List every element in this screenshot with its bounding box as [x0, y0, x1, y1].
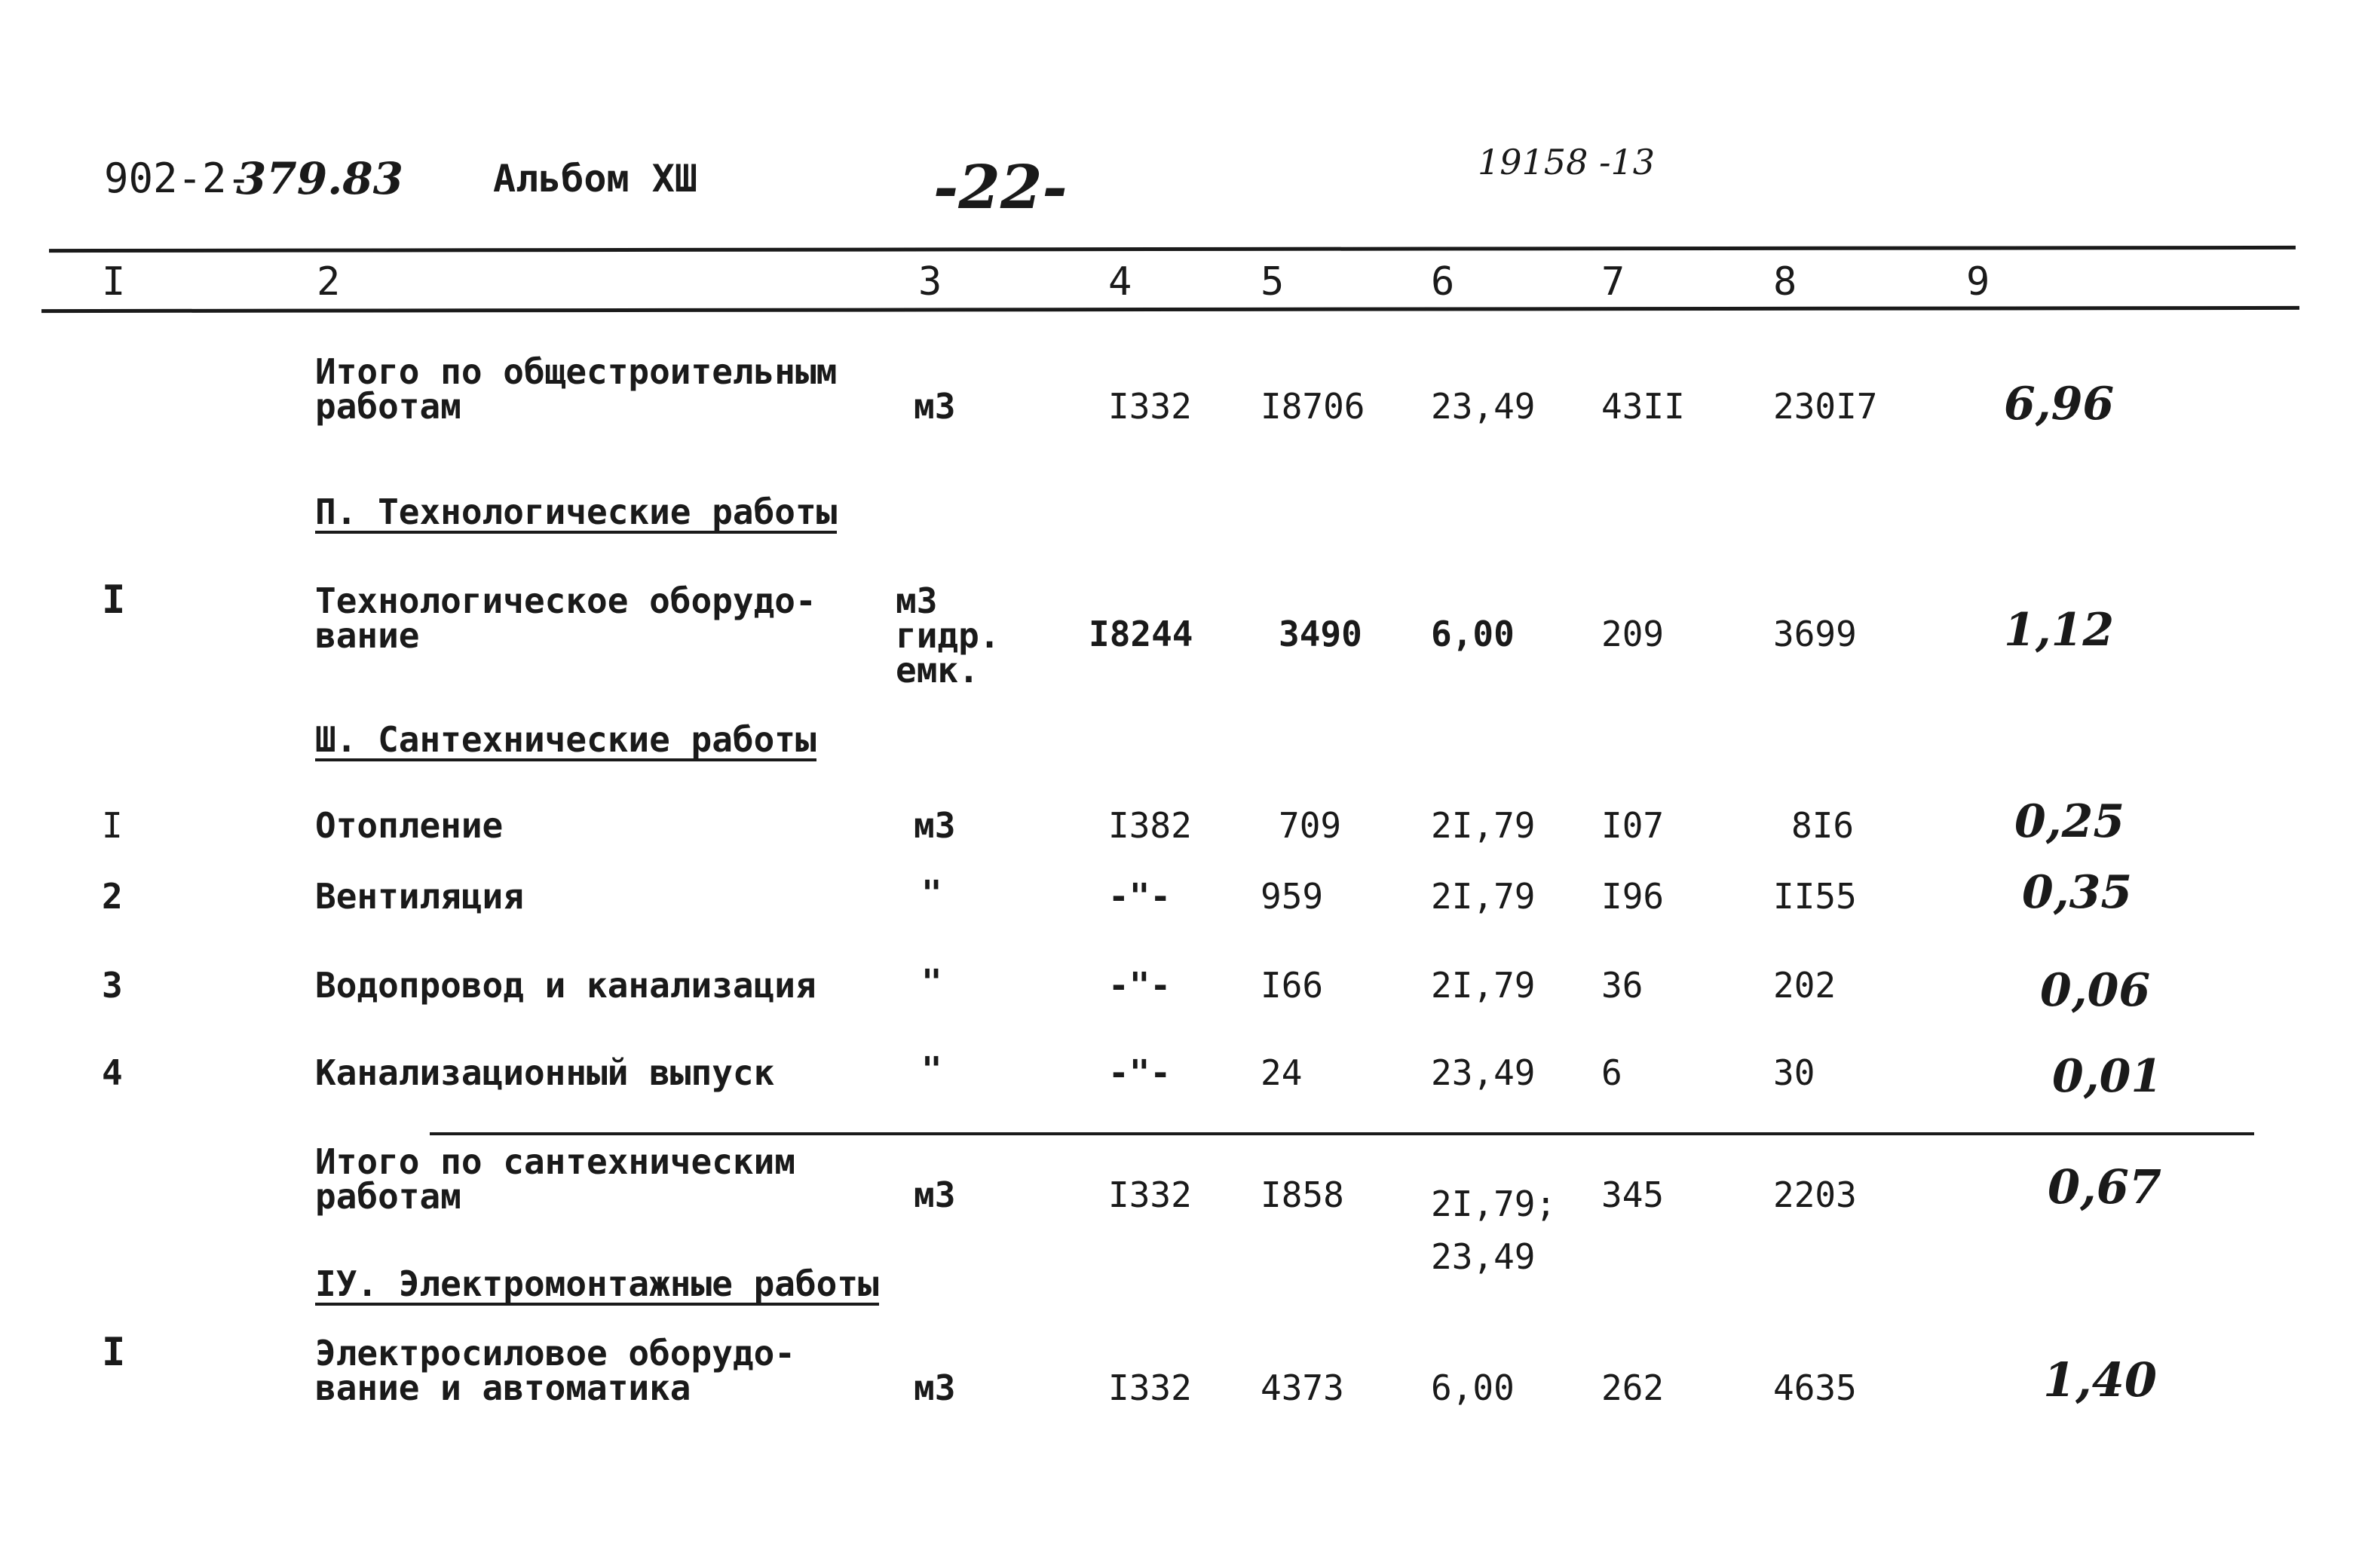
ventilation-row-label: Вентиляция — [315, 876, 524, 917]
sewer-row-c9: 0,01 — [2052, 1050, 2163, 1103]
electrical-row-unit: м3 — [914, 1367, 956, 1408]
tech-row-c6: 6,00 — [1431, 614, 1515, 654]
electrical-row-c4: I332 — [1108, 1367, 1192, 1408]
water-row-label: Водопровод и канализация — [315, 965, 816, 1006]
archive-stamp: 19158 -13 — [1478, 142, 1656, 182]
water-row-c7: 36 — [1601, 965, 1644, 1006]
page-number: -22- — [933, 152, 1068, 222]
album-label: Альбом XШ — [493, 157, 697, 201]
sewer-row-unit: " — [921, 1049, 942, 1090]
section-2-heading: П. Технологические работы — [315, 492, 838, 532]
total-general-c4: I332 — [1108, 386, 1192, 427]
heating-row-c6: 2I,79 — [1431, 805, 1536, 846]
ventilation-row-unit: " — [921, 873, 942, 914]
tech-row-c7: 209 — [1601, 614, 1665, 654]
total-sanitary-c8: 2203 — [1773, 1174, 1857, 1215]
tech-row-number: I — [102, 577, 126, 623]
electrical-row-label: Электросиловое оборудо- вание и автоматика — [315, 1333, 795, 1408]
electrical-row-c9: 1,40 — [2043, 1352, 2158, 1407]
ventilation-row-number: 2 — [102, 876, 123, 917]
col-header-6: 6 — [1431, 259, 1455, 305]
sewer-row-label: Канализационный выпуск — [315, 1052, 775, 1093]
col-header-1: I — [102, 259, 126, 305]
electrical-row-c5: 4373 — [1261, 1367, 1344, 1408]
tech-row-c5: 3490 — [1279, 614, 1362, 654]
col-header-3: 3 — [918, 259, 942, 305]
electrical-row-number: I — [102, 1330, 126, 1375]
heating-row-label: Отопление — [315, 805, 504, 846]
ventilation-row-c8: II55 — [1773, 876, 1857, 917]
sewer-row-c6: 23,49 — [1431, 1052, 1536, 1093]
total-sanitary-unit: м3 — [914, 1174, 956, 1215]
water-row-c5: I66 — [1261, 965, 1324, 1006]
water-row-c9: 0,06 — [2040, 964, 2151, 1017]
total-sanitary-c5: I858 — [1261, 1174, 1344, 1215]
electrical-row-c8: 4635 — [1773, 1367, 1857, 1408]
total-sanitary-c4: I332 — [1108, 1174, 1192, 1215]
heating-row-c4: I382 — [1108, 805, 1192, 846]
col-header-5: 5 — [1261, 259, 1285, 305]
col-header-7: 7 — [1601, 259, 1625, 305]
total-general-c9: 6,96 — [2004, 378, 2115, 430]
ventilation-row-c6: 2I,79 — [1431, 876, 1536, 917]
sewer-row-number: 4 — [102, 1052, 123, 1093]
col-header-2: 2 — [317, 259, 341, 305]
total-sanitary-c6: 2I,79; 23,49 — [1431, 1184, 1557, 1277]
tech-row-c8: 3699 — [1773, 614, 1857, 654]
ventilation-row-c7: I96 — [1601, 876, 1665, 917]
col-header-4: 4 — [1108, 259, 1132, 305]
total-sanitary-c9: 0,67 — [2048, 1159, 2162, 1214]
header-top-rule — [49, 246, 2296, 253]
total-general-c6: 23,49 — [1431, 386, 1536, 427]
sewer-row-c4: -"- — [1108, 1052, 1172, 1093]
doc-number: 902-2- — [104, 155, 252, 202]
tech-row-label: Технологическое оборудо- вание — [315, 580, 816, 656]
section-4-heading: IУ. Электромонтажные работы — [315, 1263, 879, 1304]
tech-row-c4: I8244 — [1089, 614, 1193, 654]
subtotal-rule — [430, 1132, 2254, 1135]
ventilation-row-c5: 959 — [1261, 876, 1324, 917]
heating-row-c8: 8I6 — [1791, 805, 1855, 846]
heating-row-unit: м3 — [914, 805, 956, 846]
total-general-c7: 43II — [1601, 386, 1685, 427]
heating-row-c7: I07 — [1601, 805, 1665, 846]
total-general-c8: 230I7 — [1773, 386, 1878, 427]
sewer-row-c5: 24 — [1261, 1052, 1303, 1093]
ventilation-row-c9: 0,35 — [2022, 866, 2133, 919]
tech-row-unit: м3 гидр. емк. — [896, 580, 1000, 691]
total-sanitary-label: Итого по сантехническим работам — [315, 1141, 795, 1217]
total-general-c5: I8706 — [1261, 386, 1365, 427]
total-general-unit: м3 — [914, 386, 956, 427]
water-row-c8: 202 — [1773, 965, 1837, 1006]
total-general-label: Итого по общестроительным работам — [315, 351, 838, 427]
section-3-heading: Ш. Сантехнические работы — [315, 719, 816, 760]
total-sanitary-c7: 345 — [1601, 1174, 1665, 1215]
water-row-unit: " — [921, 962, 942, 1003]
water-row-number: 3 — [102, 965, 123, 1006]
electrical-row-c6: 6,00 — [1431, 1367, 1515, 1408]
water-row-c4: -"- — [1108, 965, 1172, 1006]
heating-row-c5: 709 — [1279, 805, 1342, 846]
col-header-9: 9 — [1966, 259, 1990, 305]
sewer-row-c8: 30 — [1773, 1052, 1815, 1093]
heating-row-number: I — [102, 805, 123, 846]
doc-number-handwritten: 379.83 — [236, 153, 403, 204]
tech-row-c9: 1,12 — [2004, 604, 2115, 657]
sewer-row-c7: 6 — [1601, 1052, 1622, 1093]
header-bottom-rule — [41, 306, 2299, 313]
ventilation-row-c4: -"- — [1108, 876, 1172, 917]
electrical-row-c7: 262 — [1601, 1367, 1665, 1408]
water-row-c6: 2I,79 — [1431, 965, 1536, 1006]
col-header-8: 8 — [1773, 259, 1797, 305]
heating-row-c9: 0,25 — [2014, 795, 2125, 848]
